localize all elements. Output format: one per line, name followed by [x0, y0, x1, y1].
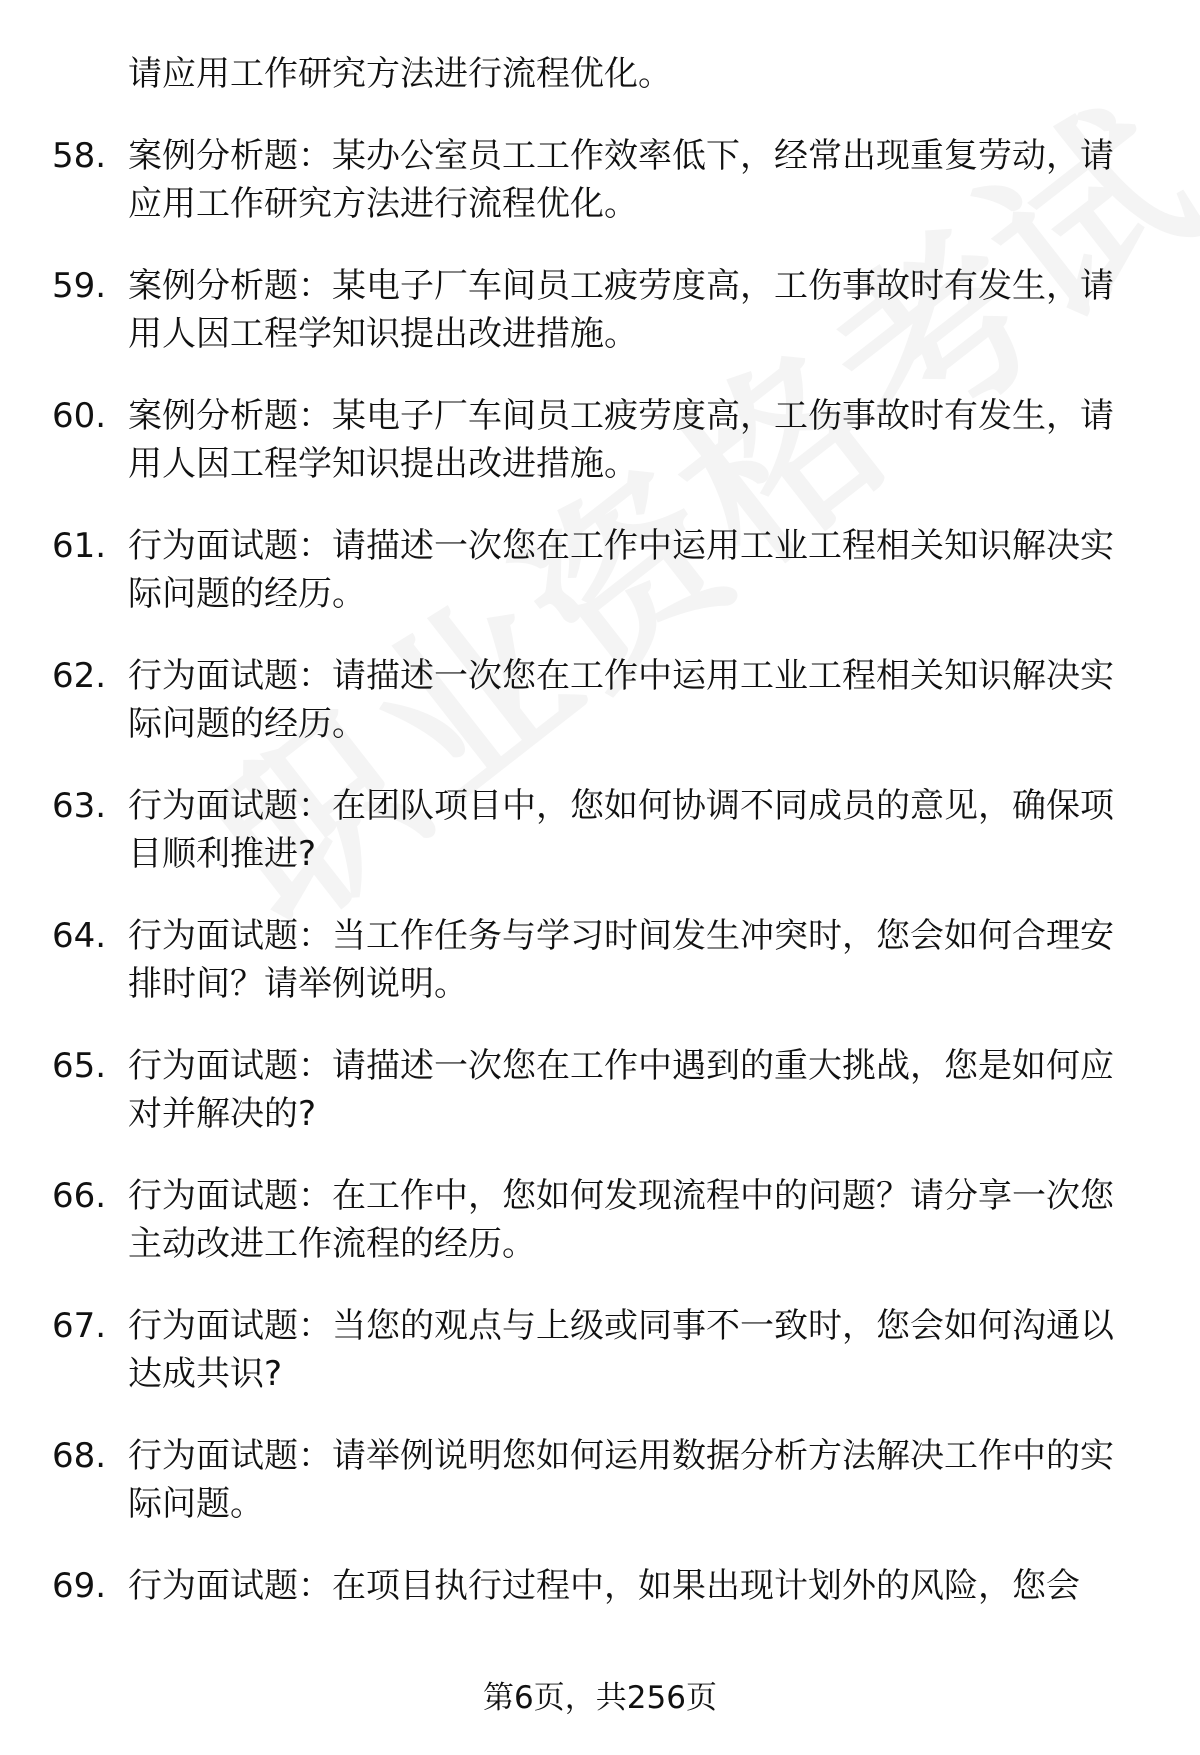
question-number: 59.: [52, 266, 107, 306]
question-text: 行为面试题：请描述一次您在工作中运用工业工程相关知识解决实际问题的经历。: [128, 526, 1114, 614]
question-number: 58.: [52, 136, 107, 176]
question-text: 行为面试题：请举例说明您如何运用数据分析方法解决工作中的实际问题。: [128, 1436, 1114, 1524]
question-number: 65.: [52, 1046, 107, 1086]
question-text: 案例分析题：某电子厂车间员工疲劳度高，工伤事故时有发生，请用人因工程学知识提出改进措施。: [128, 396, 1114, 484]
question-number: 64.: [52, 916, 107, 956]
question-number: 67.: [52, 1306, 107, 1346]
question-number: 60.: [52, 396, 107, 436]
question-text: 行为面试题：请描述一次您在工作中遇到的重大挑战，您是如何应对并解决的?: [128, 1046, 1114, 1134]
question-text: 行为面试题：请描述一次您在工作中运用工业工程相关知识解决实际问题的经历。: [128, 656, 1114, 744]
question-number: 63.: [52, 786, 107, 826]
question-number: 69.: [52, 1566, 107, 1606]
question-number: 62.: [52, 656, 107, 696]
question-text: 行为面试题：当您的观点与上级或同事不一致时，您会如何沟通以达成共识?: [128, 1306, 1114, 1394]
question-number: 66.: [52, 1176, 107, 1216]
page-footer: 第6页，共256页: [483, 1680, 717, 1716]
question-text: 请应用工作研究方法进行流程优化。: [128, 54, 672, 94]
question-text: 案例分析题：某办公室员工工作效率低下，经常出现重复劳动，请应用工作研究方法进行流程优化。: [128, 136, 1114, 224]
question-number: 61.: [52, 526, 107, 566]
question-text: 案例分析题：某电子厂车间员工疲劳度高，工伤事故时有发生，请用人因工程学知识提出改进措施。: [128, 266, 1114, 354]
question-text: 行为面试题：在项目执行过程中，如果出现计划外的风险，您会: [128, 1566, 1080, 1606]
question-text: 行为面试题：当工作任务与学习时间发生冲突时，您会如何合理安排时间？请举例说明。: [128, 916, 1114, 1004]
question-text: 行为面试题：在工作中，您如何发现流程中的问题？请分享一次您主动改进工作流程的经历。: [128, 1176, 1114, 1264]
question-text: 行为面试题：在团队项目中，您如何协调不同成员的意见，确保项目顺利推进?: [128, 786, 1114, 874]
question-number: 68.: [52, 1436, 107, 1476]
